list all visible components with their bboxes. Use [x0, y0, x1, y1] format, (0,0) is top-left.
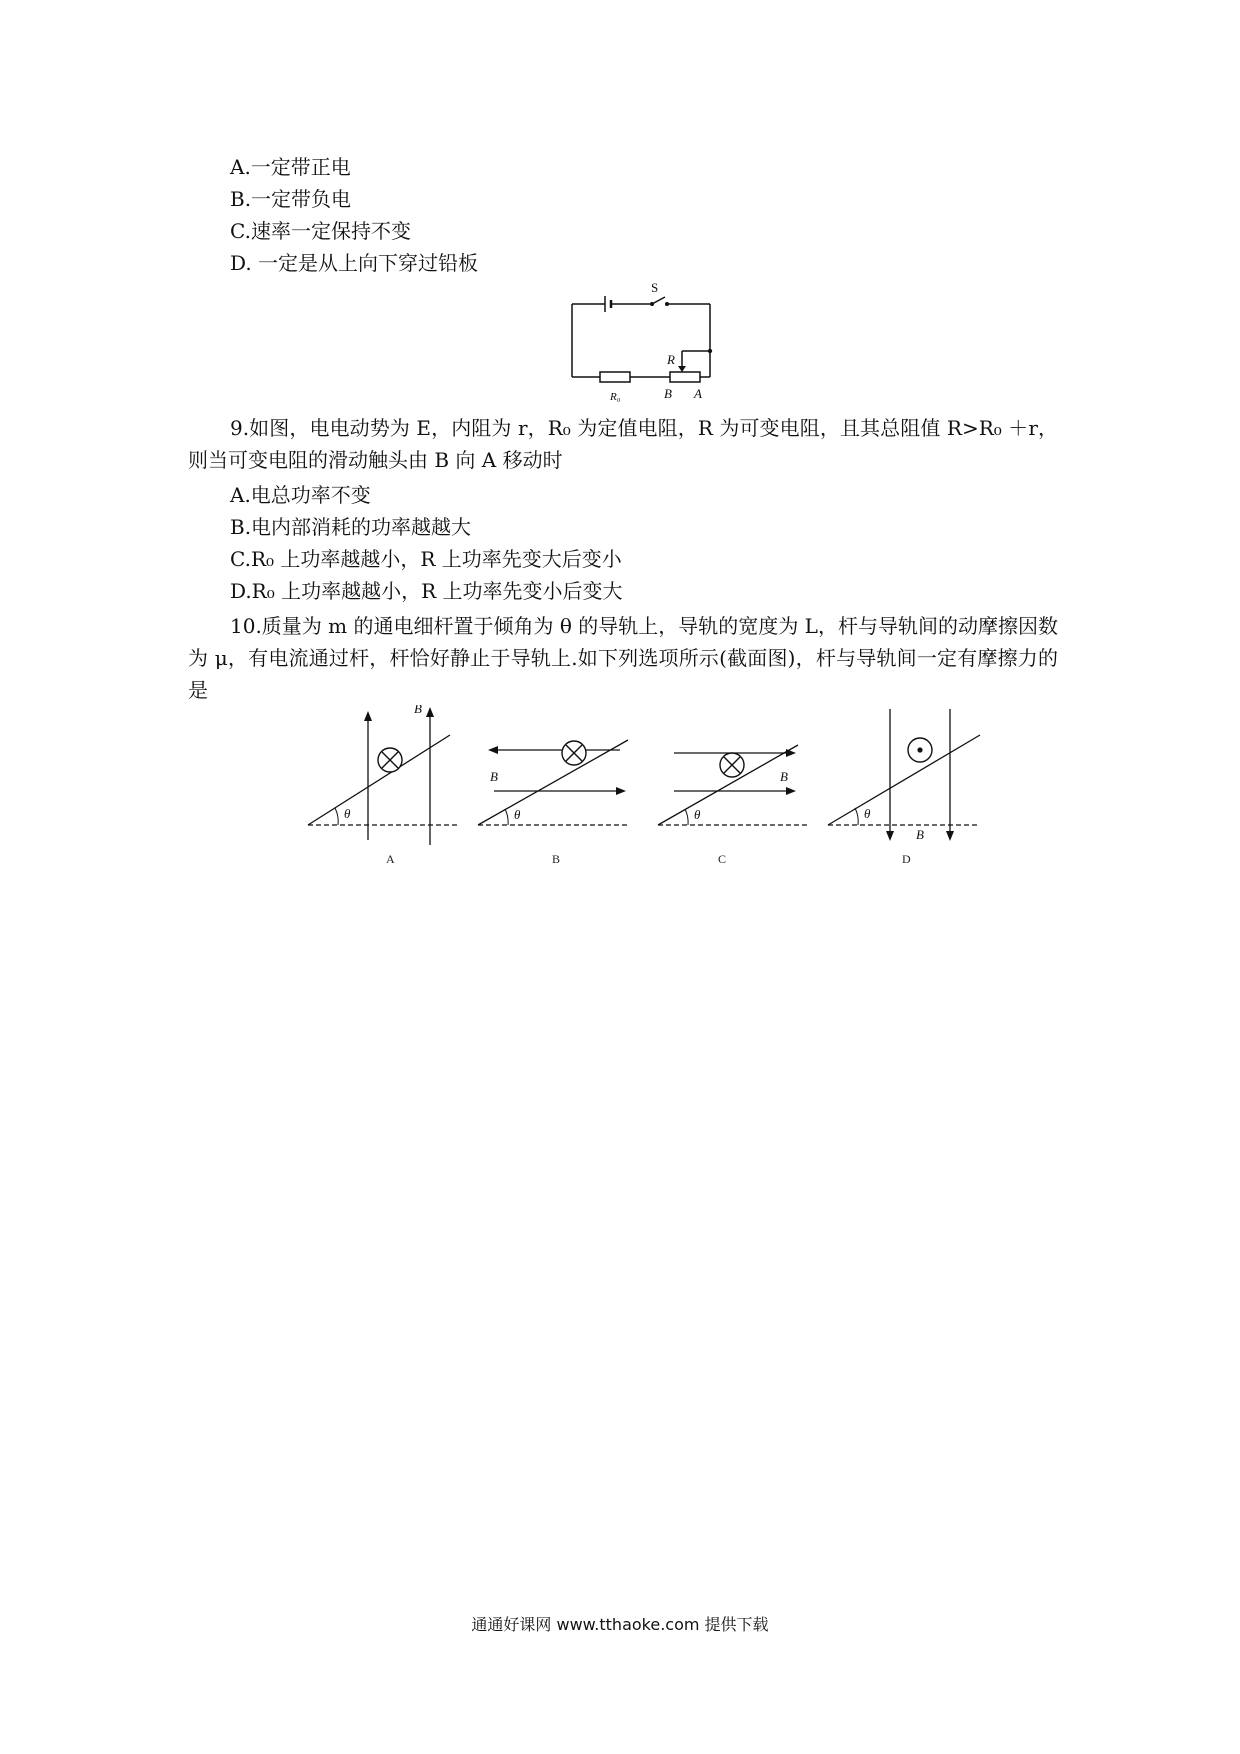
q10-figure-d	[820, 705, 990, 875]
angle-label: θ	[514, 807, 521, 822]
figure-caption-a: A	[386, 852, 395, 866]
end-b-label: B	[664, 386, 672, 401]
rheostat-label: R	[667, 352, 675, 367]
q9-option-c: C.R₀ 上功率越越小，R 上功率先变大后变小	[230, 547, 622, 571]
figure-caption-c: C	[718, 852, 727, 866]
page-footer: 通通好课网 www.tthaoke.com 提供下载	[471, 1615, 769, 1634]
variable-resistor	[670, 372, 700, 382]
q9-option-b: B.电内部消耗的功率越越大	[230, 515, 472, 539]
field-label: B	[414, 705, 422, 716]
circuit-diagram	[560, 280, 730, 410]
fixed-resistor	[600, 372, 630, 382]
switch-symbol	[650, 297, 669, 306]
battery-symbol	[605, 296, 611, 312]
figure-caption-b: B	[552, 852, 561, 866]
angle-label: θ	[344, 806, 351, 821]
end-a-label: A	[694, 386, 702, 401]
q8-option-b: B.一定带负电	[230, 187, 352, 211]
switch-label: S	[651, 280, 659, 295]
q10-figure-c	[650, 705, 820, 875]
q9-stem: 9.如图，电电动势为 E，内阻为 r，R₀ 为定值电阻，R 为可变电阻，且其总阻值 R>R₀ ＋r，则当可变电阻的滑动触头由 B 向 A 移动时	[188, 416, 1058, 472]
slider-arrow	[678, 366, 686, 372]
angle-label: θ	[694, 807, 701, 822]
field-label: B	[490, 769, 498, 784]
q10-stem: 10.质量为 m 的通电细杆置于倾角为 θ 的导轨上，导轨的宽度为 L，杆与导轨间的动摩擦因数为 μ，有电流通过杆，杆恰好静止于导轨上.如下列选项所示(截面图)，杆与导轨间一定有摩擦力的是	[188, 614, 1058, 702]
q8-option-d: D. 一定是从上向下穿过铅板	[230, 251, 479, 275]
q8-option-a: A.一定带正电	[230, 155, 351, 179]
q9-option-a: A.电总功率不变	[230, 483, 371, 507]
field-label: B	[780, 769, 788, 784]
q10-figure-b	[470, 705, 640, 875]
figure-caption-d: D	[902, 852, 911, 866]
q8-option-c: C.速率一定保持不变	[230, 219, 411, 243]
q9-option-d: D.R₀ 上功率越越小，R 上功率先变小后变大	[230, 579, 623, 603]
field-label: B	[916, 827, 924, 842]
angle-label: θ	[864, 806, 871, 821]
fixed-resistor-label: R₀	[610, 391, 621, 403]
q10-figure-a	[300, 705, 470, 875]
